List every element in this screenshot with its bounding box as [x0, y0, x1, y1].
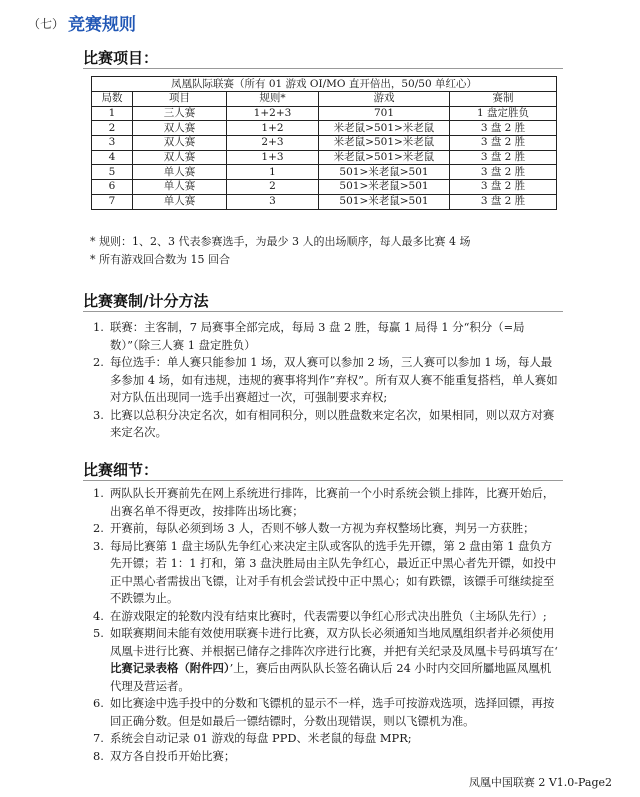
- table-row: [92, 165, 557, 180]
- table-header-row: [92, 92, 557, 107]
- table-row: [92, 136, 557, 151]
- table-caption: 凤凰队际联赛（所有 01 游戏 OI/MO 直开倍出，50/50 单红心）: [92, 77, 557, 92]
- table-cell: 米老鼠>501>米老鼠: [319, 121, 450, 136]
- table-cell: 501>米老鼠>501: [319, 165, 450, 180]
- rounds-note: * 所有游戏回合数为 15 回合: [90, 253, 230, 266]
- section-title: [28, 10, 136, 35]
- table-cell: 双人赛: [133, 136, 227, 151]
- table-cell: 1+2: [227, 121, 319, 136]
- heading-scoring: 比赛赛制/计分方法: [83, 292, 209, 310]
- table-cell: 2+3: [227, 136, 319, 151]
- heading-events: 比赛项目：: [83, 49, 159, 67]
- table-cell: 1: [227, 165, 319, 180]
- list-item: 5. 如联赛期间未能有效使用联赛卡进行比赛，双方队长必须通知当地凤凰组织者并必须使用凤凰卡进行比赛、并根据已储存之排阵次序进行比赛，并把有关纪录及凤凰卡号码填写在‘ 比赛记录表格（附件四）’上，赛后由两队队长签名确认后 24 小时内交回所屬地區凤凰机代理及营运者。: [93, 626, 558, 693]
- table-cell: 单人赛: [133, 180, 227, 195]
- table-cell: 三人赛: [133, 106, 227, 121]
- scoring-list: [93, 319, 561, 442]
- table-header: 赛制: [450, 92, 557, 107]
- list-item: 8. 双方各自投币开始比赛；: [93, 748, 236, 763]
- table-cell: 501>米老鼠>501: [319, 180, 450, 195]
- table-row: [92, 180, 557, 195]
- table-cell: 双人赛: [133, 150, 227, 165]
- section-heading: 竞赛规则: [68, 15, 137, 35]
- table-cell: 1: [92, 106, 133, 121]
- details-list: [93, 485, 561, 765]
- heading-underline: [83, 480, 563, 481]
- list-item: 2. 每位选手：单人赛只能参加 1 场，双人赛可以参加 2 场，三人赛可以参加 1 场，每人最多参加 4 场，如有违规，违规的赛事将判作”弃权”。所有双人赛不能重复搭档，单人赛如对方队伍出现同一选手出赛超过一次，可强制要求弃权;: [93, 355, 558, 404]
- page-footer: 凤凰中国联赛 2 V1.0-Page2: [468, 776, 612, 789]
- table-cell: 4: [92, 150, 133, 165]
- list-item: 3. 比赛以总积分决定名次，如有相同积分，则以胜盘数来定名次，如果相同，则以双方对赛来定名次。: [93, 407, 555, 439]
- table-cell: 3 盘 2 胜: [450, 165, 557, 180]
- section-number: （七）: [28, 17, 65, 31]
- table-cell: 2: [227, 180, 319, 195]
- table-cell: 6: [92, 180, 133, 195]
- table-cell: 2: [92, 121, 133, 136]
- heading-underline: [83, 311, 563, 312]
- table-cell: 单人赛: [133, 165, 227, 180]
- table-cell: 7: [92, 194, 133, 209]
- form-reference: 比赛记录表格（附件四）: [110, 661, 230, 675]
- table-cell: 3 盘 2 胜: [450, 150, 557, 165]
- table-cell: 1+3: [227, 150, 319, 165]
- table-cell: 3 盘 2 胜: [450, 180, 557, 195]
- table-header: 规则*: [227, 92, 319, 107]
- table-cell: 1+2+3: [227, 106, 319, 121]
- rule-note: * 规则：1、2、3 代表参赛选手，为最少 3 人的出场顺序，每人最多比赛 4 场: [90, 235, 471, 248]
- table-cell: 单人赛: [133, 194, 227, 209]
- table-cell: 3 盘 2 胜: [450, 121, 557, 136]
- table-row: [92, 121, 557, 136]
- table-cell: 1 盘定胜负: [450, 106, 557, 121]
- table-cell: 501>米老鼠>501: [319, 194, 450, 209]
- table-cell: 双人赛: [133, 121, 227, 136]
- table-cell: 5: [92, 165, 133, 180]
- heading-details: 比赛细节：: [83, 461, 159, 479]
- table-row: [92, 150, 557, 165]
- table-cell: 米老鼠>501>米老鼠: [319, 136, 450, 151]
- list-item: 1. 两队队长开赛前先在网上系统进行排阵，比赛前一个小时系统会锁上排阵，比赛开始后，出赛名单不得更改，按排阵出场比赛；: [93, 486, 555, 518]
- table-row: [92, 106, 557, 121]
- list-item: 7. 系统会自动记录 01 游戏的每盘 PPD、米老鼠的每盘 MPR;: [93, 731, 412, 745]
- table-row: [92, 194, 557, 209]
- table-header: 游戏: [319, 92, 450, 107]
- list-item: 3. 每局比赛第 1 盘主场队先争红心来决定主队或客队的选手先开镖，第 2 盘由第 1 盘负方先开镖；若 1：1 打和，第 3 盘決胜局由主队先争红心，最近正中黑心者先开镖，如投中正中黑心者需拔出飞镖，让对手有机会尝试投中正中黑心；如有跌镖，该镖手可继续掟至不跌镖为止。: [93, 538, 557, 605]
- list-item: 6. 如比赛途中选手投中的分数和飞镖机的显示不一样，选手可按游戏选项，选择回镖，再按回正确分数。但是如最后一镖结镖时，分数出现错误，则以飞镖机为准。: [93, 696, 555, 728]
- list-item: 2. 开赛前，每队必须到场 3 人，否则不够人数一方视为弃权整场比赛，判另一方获胜；: [93, 521, 535, 535]
- table-cell: 701: [319, 106, 450, 121]
- table-cell: 3: [227, 194, 319, 209]
- list-item: 1. 联赛：主客制，7 局赛事全部完成，每局 3 盘 2 胜，每赢 1 局得 1 分“积分（=局数）”（除三人赛 1 盘定胜负）: [93, 320, 525, 352]
- table-cell: 3: [92, 136, 133, 151]
- table-cell: 3 盘 2 胜: [450, 136, 557, 151]
- events-table: [91, 76, 557, 210]
- heading-underline: [83, 68, 563, 69]
- table-cell: 3 盘 2 胜: [450, 194, 557, 209]
- table-header: 局数: [92, 92, 133, 107]
- table-header: 项目: [133, 92, 227, 107]
- table-cell: 米老鼠>501>米老鼠: [319, 150, 450, 165]
- list-item: 4. 在游戏限定的轮数内没有结束比赛时，代表需要以争红心形式决出胜负（主场队先行）;: [93, 608, 547, 623]
